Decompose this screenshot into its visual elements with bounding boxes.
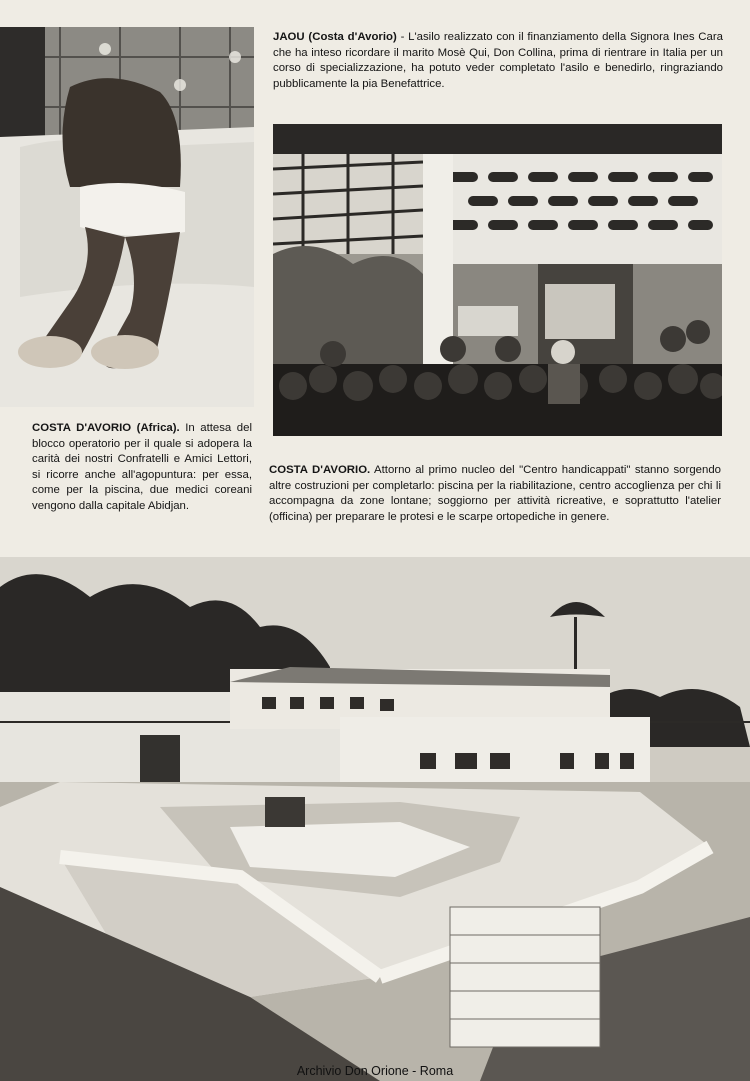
photo-child-lying <box>0 27 254 407</box>
caption-jaou-text: - L'asilo realizzato con il finanziamento della Signora Ines Cara che ha inteso ricordare il marito Mosè Qui, Don Collina, prima di rientrare in Italia per un corso di specializzazione, ha potuto veder completato l'asilo e benedirlo, ringraziando pubblicamente la pia Benefattrice. <box>273 31 723 90</box>
caption-costa-africa-heading: COSTA D'AVORIO (Africa). <box>32 422 180 434</box>
caption-jaou <box>273 30 723 92</box>
caption-costa-centro-heading: COSTA D'AVORIO. <box>269 464 371 476</box>
caption-costa-africa <box>32 421 252 515</box>
caption-costa-africa-text: In attesa del blocco operatorio per il quale si adopera la carità dei nostri Confratelli e Amici Lettori, si ricorre anche all'agopuntura: per essa, come per la piscina, due medici coreani vengono dalla capitale Abidjan. <box>32 422 252 512</box>
caption-jaou-heading: JAOU (Costa d'Avorio) <box>273 31 397 43</box>
caption-costa-centro <box>269 463 721 525</box>
photo-centre-construction <box>0 557 750 1081</box>
archive-footer: Archivio Don Orione - Roma <box>296 1064 454 1078</box>
photo-kindergarten-ceremony <box>273 124 722 436</box>
caption-costa-centro-text: Attorno al primo nucleo del "Centro handicappati" stanno sorgendo altre costruzioni per completarlo: piscina per la riabilitazione, centro accoglienza per chi li accompagna da zone lontane; soggiorno per attività ricreative, e soprattutto l'atelier (officina) per preparare le protesi e le scarpe ortopediche in genere. <box>269 464 721 523</box>
